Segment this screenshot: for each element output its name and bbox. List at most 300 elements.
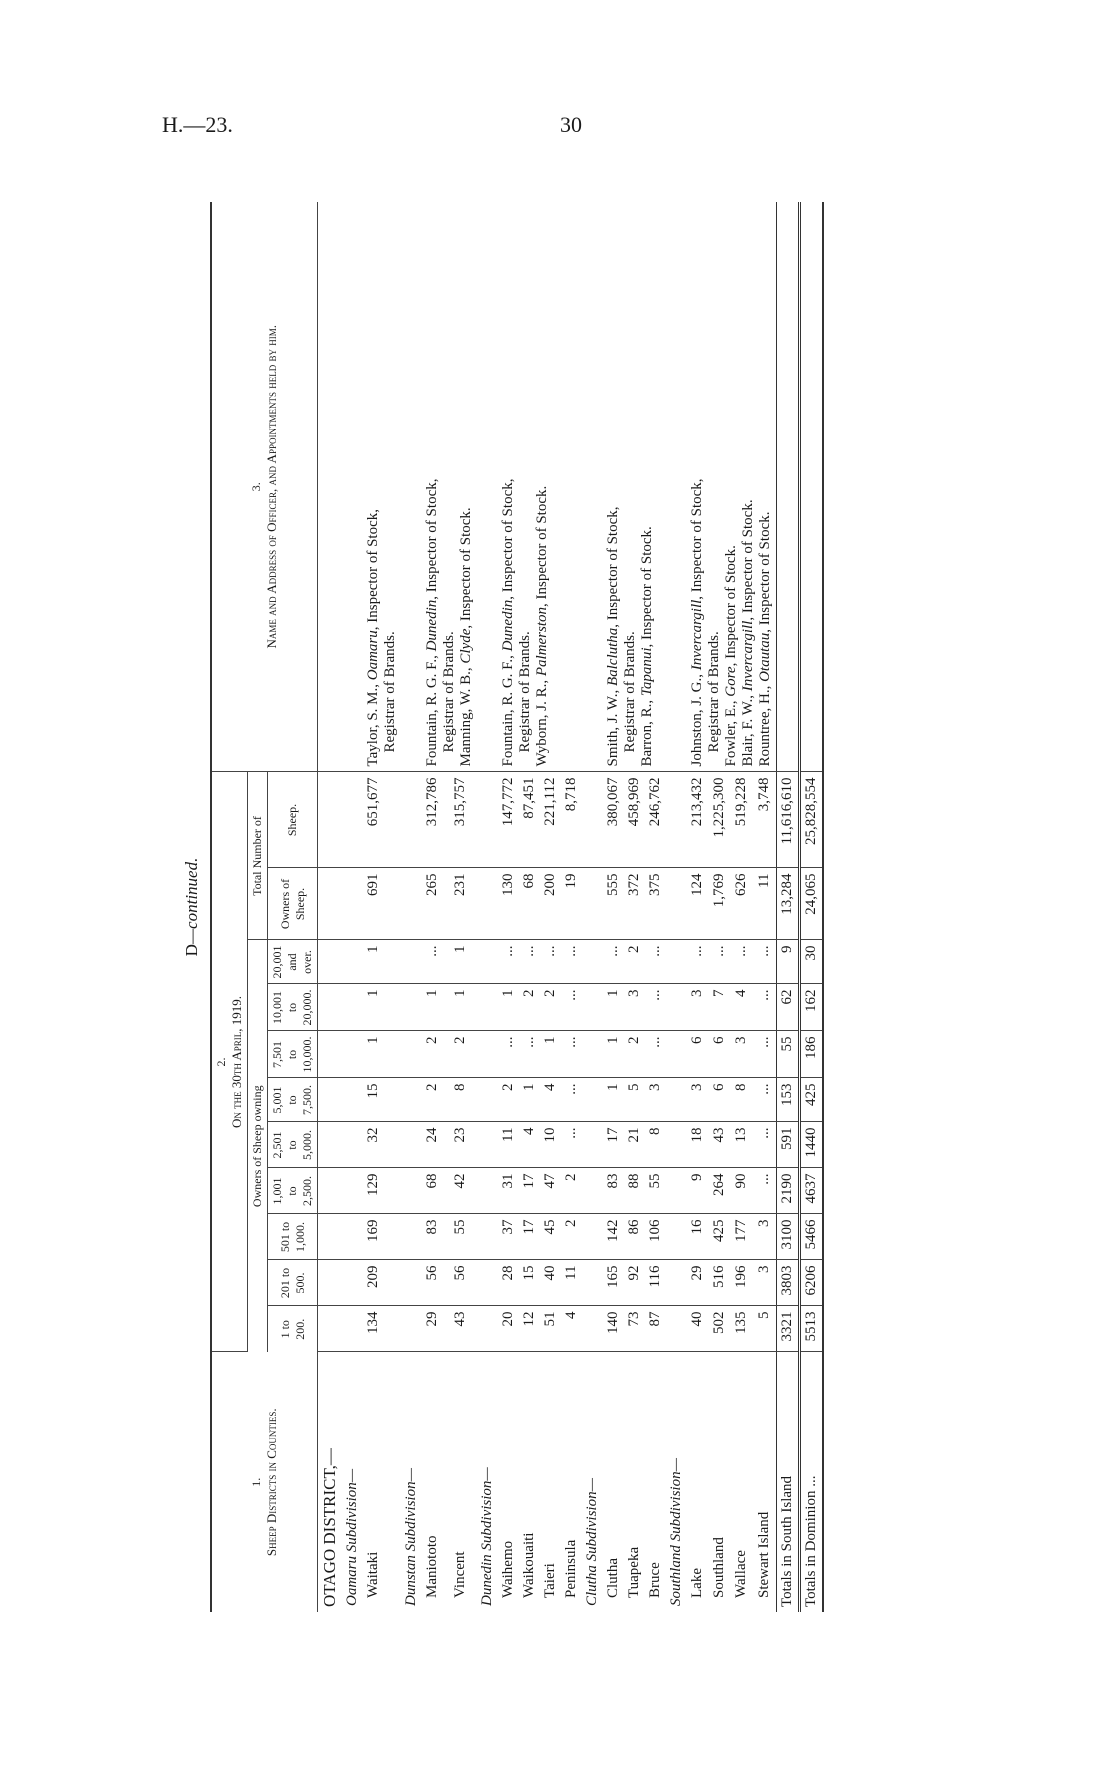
- totals-value: 62: [777, 984, 800, 1031]
- officer-role: Registrar of Brands.: [517, 631, 533, 753]
- owners-range-value: 1: [603, 1078, 624, 1122]
- county-name: Clutha: [605, 1558, 621, 1598]
- officer-role: , Inspector of Stock,: [500, 478, 516, 600]
- totals-sheep: 11,616,610: [777, 772, 800, 868]
- officer-line: [689, 207, 706, 767]
- owners-range-value: 8: [450, 1078, 478, 1122]
- owners-range-value: 20: [498, 1306, 519, 1352]
- empty-cell: [318, 1031, 343, 1078]
- empty-cell: [318, 1260, 343, 1306]
- owners-range-value: 142: [603, 1214, 624, 1260]
- rotated-table-block: [182, 202, 962, 1612]
- owners-range-value: 169: [363, 1214, 401, 1260]
- owners-range-value: 18: [687, 1122, 709, 1168]
- owners-range-value: 24: [422, 1122, 450, 1168]
- owners-range-value: 43: [450, 1306, 478, 1352]
- owners-range-value: ...: [709, 940, 731, 984]
- owners-range-value: 3: [754, 1214, 777, 1260]
- officer-line: [441, 207, 458, 767]
- total-sheep: 651,677: [363, 772, 401, 868]
- owners-range-value: 2: [498, 1078, 519, 1122]
- totals-value: 153: [777, 1078, 800, 1122]
- owners-range-value: 55: [645, 1168, 666, 1214]
- total-sheep: 213,432: [687, 772, 709, 868]
- county-name: Taieri: [542, 1563, 558, 1598]
- owners-range-value: 177: [731, 1214, 753, 1260]
- owners-range-value: ...: [519, 1031, 540, 1078]
- owners-range-value: 88: [624, 1168, 645, 1214]
- empty-cell: [582, 1122, 603, 1168]
- totals-label: Totals in Dominion ...: [800, 1352, 824, 1612]
- owners-range-value: 29: [687, 1260, 709, 1306]
- officer-role: Registrar of Brands.: [441, 631, 457, 753]
- owners-range-value: ...: [561, 940, 582, 984]
- officer-cell: [603, 202, 666, 772]
- empty-cell: [582, 772, 603, 868]
- owners-range-value: 16: [687, 1214, 709, 1260]
- range-header: 1 to 200.: [268, 1306, 318, 1352]
- owners-range-value: ...: [754, 1122, 777, 1168]
- county-cell: [645, 1352, 666, 1612]
- empty-cell: [318, 940, 343, 984]
- empty-cell: [342, 940, 363, 984]
- subdivision-name: Clutha Subdivision—: [584, 1478, 600, 1606]
- owners-range-value: 1: [603, 984, 624, 1031]
- total-owners: 200: [540, 868, 561, 940]
- owners-range-value: ...: [645, 1031, 666, 1078]
- officer-role: , Inspector of Stock,: [365, 508, 381, 631]
- county-name: Wallace: [733, 1550, 750, 1598]
- total-owners: 265: [422, 868, 450, 940]
- total-sheep: 312,786: [422, 772, 450, 868]
- empty-cell: [666, 1260, 687, 1306]
- empty-cell: [800, 202, 824, 772]
- owners-range-value: 196: [731, 1260, 753, 1306]
- owners-range-value: 10: [540, 1122, 561, 1168]
- officer-cell: [498, 202, 582, 772]
- owners-range-value: 17: [603, 1122, 624, 1168]
- empty-cell: [318, 1306, 343, 1352]
- officer-cell: [687, 202, 777, 772]
- totals-value: 162: [800, 984, 824, 1031]
- totals-label: Totals in South Island: [777, 1352, 800, 1612]
- owners-range-value: 4: [731, 984, 753, 1031]
- officer-place: Dunedin: [500, 599, 516, 652]
- owners-range-value: 4: [561, 1306, 582, 1352]
- officer-role: , Inspector of Stock.: [534, 485, 550, 607]
- empty-cell: [666, 1168, 687, 1214]
- totals-value: 4637: [800, 1168, 824, 1214]
- table-title: [182, 202, 202, 1612]
- total-owners: 375: [645, 868, 666, 940]
- county-name: Southland: [711, 1537, 728, 1598]
- empty-cell: [477, 868, 498, 940]
- empty-cell: [477, 1078, 498, 1122]
- owners-range-value: 1: [363, 984, 401, 1031]
- owners-range-value: ...: [561, 1031, 582, 1078]
- total-sheep: 8,718: [561, 772, 582, 868]
- owners-range-value: ...: [519, 940, 540, 984]
- owners-range-value: 28: [498, 1260, 519, 1306]
- owners-range-value: 209: [363, 1260, 401, 1306]
- table-row: [687, 202, 709, 1612]
- owners-range-value: 2: [422, 1031, 450, 1078]
- district-name: OTAGO DISTRICT,—: [320, 1448, 339, 1607]
- officer-cell: [422, 202, 477, 772]
- owners-range-value: 2: [540, 984, 561, 1031]
- owners-range-value: 15: [363, 1078, 401, 1122]
- owners-range-value: 1: [603, 1031, 624, 1078]
- range-header: 501 to 1,000.: [268, 1214, 318, 1260]
- empty-cell: [401, 1306, 422, 1352]
- officer-line: [382, 207, 399, 767]
- total-sheep: 315,757: [450, 772, 478, 868]
- officer-place: Invercargill: [689, 599, 705, 671]
- table-row: [363, 202, 401, 1612]
- totals-value: 2190: [777, 1168, 800, 1214]
- empty-cell: [582, 1078, 603, 1122]
- owners-range-value: 56: [422, 1260, 450, 1306]
- totals-value: 3321: [777, 1306, 800, 1352]
- total-owners: 231: [450, 868, 478, 940]
- empty-cell: [342, 772, 363, 868]
- officer-place: Oamaru: [365, 630, 381, 681]
- owners-range-value: 86: [624, 1214, 645, 1260]
- empty-cell: [401, 1214, 422, 1260]
- owners-range-value: 1: [519, 1078, 540, 1122]
- owners-range-value: 17: [519, 1168, 540, 1214]
- total-sheep: 87,451: [519, 772, 540, 868]
- owners-range-value: 13: [731, 1122, 753, 1168]
- total-owners: 11: [754, 868, 777, 940]
- total-sheep: 458,969: [624, 772, 645, 868]
- owners-range-value: ...: [731, 940, 753, 984]
- officer-role: , Inspector of Stock,: [689, 478, 705, 600]
- empty-cell: [318, 984, 343, 1031]
- owners-range-value: 47: [540, 1168, 561, 1214]
- officer-role: Registrar of Brands.: [622, 631, 638, 753]
- officer-place: Clyde: [458, 628, 474, 664]
- empty-cell: [777, 202, 800, 772]
- county-cell: [561, 1352, 582, 1612]
- owners-range-value: 37: [498, 1214, 519, 1260]
- owners-range-value: 42: [450, 1168, 478, 1214]
- empty-cell: [666, 1031, 687, 1078]
- county-name: Lake: [689, 1568, 705, 1598]
- owners-range-value: ...: [498, 1031, 519, 1078]
- table-row: [603, 202, 624, 1612]
- owners-range-value: 165: [603, 1260, 624, 1306]
- empty-cell: [401, 1260, 422, 1306]
- empty-cell: [666, 984, 687, 1031]
- officer-line: [740, 207, 757, 767]
- officer-name: Fountain, R. G. F.,: [500, 651, 516, 767]
- owners-range-value: ...: [561, 1122, 582, 1168]
- owners-range-value: ...: [498, 940, 519, 984]
- empty-cell: [582, 1168, 603, 1214]
- owners-range-value: 12: [519, 1306, 540, 1352]
- table-row: [318, 202, 343, 1612]
- total-sheep: 3,748: [754, 772, 777, 868]
- range-header: 2,501 to 5,000.: [268, 1122, 318, 1168]
- range-header: 201 to 500.: [268, 1260, 318, 1306]
- owners-range-value: ...: [754, 940, 777, 984]
- total-owners: 691: [363, 868, 401, 940]
- owners-range-value: 92: [624, 1260, 645, 1306]
- officer-line: [706, 207, 723, 767]
- empty-cell: [342, 984, 363, 1031]
- owners-range-value: 264: [709, 1168, 731, 1214]
- officer-line: [639, 207, 656, 767]
- owners-group-header: Owners of Sheep owning: [248, 940, 268, 1352]
- owners-range-value: 11: [561, 1260, 582, 1306]
- officer-name: Fountain, R. G. F.,: [424, 651, 440, 767]
- county-name: Maniototo: [424, 1535, 440, 1598]
- owners-range-value: 1: [450, 984, 478, 1031]
- county-cell: [754, 1352, 777, 1612]
- owners-range-value: ...: [754, 1031, 777, 1078]
- owners-range-value: 51: [540, 1306, 561, 1352]
- table-letter: D: [182, 944, 201, 957]
- owners-range-value: 55: [450, 1214, 478, 1260]
- total-owners: 1,769: [709, 868, 731, 940]
- total-group-header: Total Number of: [248, 772, 268, 940]
- empty-cell: [342, 1078, 363, 1122]
- officer-name: Wyborn, J. R.,: [534, 676, 550, 767]
- county-cell: [363, 1352, 401, 1612]
- officer-name: Manning, W. B.,: [458, 663, 474, 767]
- officer-line: [605, 207, 622, 767]
- table-row: [666, 202, 687, 1612]
- owners-range-value: 31: [498, 1168, 519, 1214]
- totals-value: 55: [777, 1031, 800, 1078]
- owners-range-value: 134: [363, 1306, 401, 1352]
- document-code: H.—23.: [162, 112, 233, 137]
- col1-title: Sheep Districts in Counties.: [264, 1408, 279, 1557]
- owners-range-value: 2: [624, 940, 645, 984]
- empty-cell: [401, 1078, 422, 1122]
- empty-cell: [342, 1214, 363, 1260]
- county-cell: [540, 1352, 561, 1612]
- empty-cell: [582, 940, 603, 984]
- officer-line: [424, 207, 441, 767]
- empty-cell: [477, 940, 498, 984]
- owners-range-value: 129: [363, 1168, 401, 1214]
- county-cell: [603, 1352, 624, 1612]
- empty-cell: [318, 1214, 343, 1260]
- owners-range-value: 21: [624, 1122, 645, 1168]
- owners-range-value: ...: [754, 1078, 777, 1122]
- empty-cell: [666, 772, 687, 868]
- empty-cell: [582, 202, 603, 772]
- empty-cell: [342, 1306, 363, 1352]
- owners-range-value: 3: [624, 984, 645, 1031]
- owners-range-value: 11: [498, 1122, 519, 1168]
- owners-range-value: 2: [624, 1031, 645, 1078]
- officer-line: [534, 207, 551, 767]
- owners-range-value: 83: [422, 1214, 450, 1260]
- officer-cell: [363, 202, 401, 772]
- county-name: Tuapeka: [626, 1546, 642, 1598]
- empty-cell: [318, 1168, 343, 1214]
- owners-range-value: 6: [709, 1031, 731, 1078]
- officer-role: , Inspector of Stock.: [458, 507, 474, 629]
- owners-range-value: 73: [624, 1306, 645, 1352]
- empty-cell: [582, 868, 603, 940]
- sheep-header: Sheep.: [268, 772, 318, 868]
- officer-name: Fowler, E.,: [723, 696, 739, 767]
- empty-cell: [582, 1214, 603, 1260]
- owners-range-value: ...: [561, 1078, 582, 1122]
- owners-range-value: ...: [540, 940, 561, 984]
- empty-cell: [401, 868, 422, 940]
- owners-range-value: 3: [687, 1078, 709, 1122]
- county-name: Bruce: [647, 1562, 663, 1598]
- owners-range-value: 106: [645, 1214, 666, 1260]
- totals-value: 6206: [800, 1260, 824, 1306]
- col3-header: [211, 202, 318, 772]
- county-cell: [498, 1352, 519, 1612]
- owners-range-value: 29: [422, 1306, 450, 1352]
- owners-range-value: ...: [603, 940, 624, 984]
- officer-name: Johnston, J. G.,: [689, 670, 705, 767]
- owners-range-value: 4: [519, 1122, 540, 1168]
- owners-range-value: 90: [731, 1168, 753, 1214]
- total-owners: 68: [519, 868, 540, 940]
- range-header: 10,001 to 20,000.: [268, 984, 318, 1031]
- empty-cell: [401, 1031, 422, 1078]
- officer-place: Otautau: [757, 632, 773, 682]
- table-row: [498, 202, 519, 1612]
- empty-cell: [342, 202, 363, 772]
- total-owners: 626: [731, 868, 753, 940]
- subdivision-name: Southland Subdivision—: [668, 1458, 684, 1606]
- totals-value: 9: [777, 940, 800, 984]
- empty-cell: [342, 1031, 363, 1078]
- empty-cell: [477, 202, 498, 772]
- owners-range-value: 40: [540, 1260, 561, 1306]
- totals-row: [777, 202, 800, 1612]
- county-cell: [422, 1352, 450, 1612]
- owners-range-value: 3: [754, 1260, 777, 1306]
- empty-cell: [477, 984, 498, 1031]
- owners-header: Owners of Sheep.: [268, 868, 318, 940]
- county-cell: [709, 1352, 731, 1612]
- officer-line: [757, 207, 774, 767]
- empty-cell: [477, 1168, 498, 1214]
- empty-cell: [666, 940, 687, 984]
- totals-value: 425: [800, 1078, 824, 1122]
- col3-number: 3.: [249, 482, 263, 492]
- totals-value: 5513: [800, 1306, 824, 1352]
- totals-row: [800, 202, 824, 1612]
- empty-cell: [666, 1078, 687, 1122]
- officer-role: , Inspector of Stock,: [605, 506, 621, 628]
- totals-value: 3803: [777, 1260, 800, 1306]
- owners-range-value: 7: [709, 984, 731, 1031]
- county-name: Waikouaiti: [521, 1532, 537, 1598]
- officer-line: [500, 207, 517, 767]
- empty-cell: [318, 1078, 343, 1122]
- officer-line: [458, 207, 475, 767]
- owners-range-value: ...: [645, 984, 666, 1031]
- empty-cell: [477, 1031, 498, 1078]
- total-owners: 130: [498, 868, 519, 940]
- owners-range-value: ...: [687, 940, 709, 984]
- empty-cell: [666, 1122, 687, 1168]
- empty-cell: [342, 1260, 363, 1306]
- officer-place: Invercargill: [740, 620, 756, 692]
- owners-range-value: 87: [645, 1306, 666, 1352]
- empty-cell: [401, 202, 422, 772]
- owners-range-value: 8: [645, 1122, 666, 1168]
- county-cell: [519, 1352, 540, 1612]
- officer-line: [723, 207, 740, 767]
- col2-number: 2.: [214, 1057, 228, 1067]
- owners-range-value: 4: [540, 1078, 561, 1122]
- officer-role: , Inspector of Stock,: [424, 478, 440, 600]
- owners-range-value: 116: [645, 1260, 666, 1306]
- empty-cell: [318, 1122, 343, 1168]
- table-row: [342, 202, 363, 1612]
- table-row: [582, 202, 603, 1612]
- owners-range-value: 83: [603, 1168, 624, 1214]
- county-cell: [450, 1352, 478, 1612]
- empty-cell: [666, 868, 687, 940]
- owners-range-value: 1: [422, 984, 450, 1031]
- empty-cell: [318, 868, 343, 940]
- owners-range-value: 2: [422, 1078, 450, 1122]
- page-number: 30: [560, 112, 582, 137]
- owners-range-value: 6: [709, 1078, 731, 1122]
- totals-value: 30: [800, 940, 824, 984]
- table-row: [422, 202, 450, 1612]
- empty-cell: [666, 1214, 687, 1260]
- owners-range-value: 9: [687, 1168, 709, 1214]
- owners-range-value: 3: [645, 1078, 666, 1122]
- county-cell: [731, 1352, 753, 1612]
- owners-range-value: ...: [645, 940, 666, 984]
- officer-name: Taylor, S. M.,: [365, 680, 381, 767]
- empty-cell: [401, 1122, 422, 1168]
- range-header: 5,001 to 7,500.: [268, 1078, 318, 1122]
- col1-number: 1.: [249, 1477, 263, 1487]
- county-name: Waihemo: [500, 1540, 516, 1598]
- col3-title: Name and Address of Officer, and Appointments held by him.: [264, 325, 279, 649]
- range-header: 7,501 to 10,000.: [268, 1031, 318, 1078]
- totals-value: 5466: [800, 1214, 824, 1260]
- total-sheep: 246,762: [645, 772, 666, 868]
- officer-place: Dunedin: [424, 599, 440, 652]
- officer-name: Barron, R.,: [639, 696, 655, 767]
- empty-cell: [477, 1214, 498, 1260]
- table-row: [477, 202, 498, 1612]
- owners-range-value: 1: [498, 984, 519, 1031]
- officer-line: [365, 207, 382, 767]
- owners-range-value: 2: [561, 1214, 582, 1260]
- county-cell: [687, 1352, 709, 1612]
- empty-cell: [342, 1122, 363, 1168]
- owners-range-value: 5: [624, 1078, 645, 1122]
- empty-cell: [401, 772, 422, 868]
- empty-cell: [477, 1306, 498, 1352]
- county-name: Peninsula: [563, 1539, 579, 1598]
- owners-range-value: 17: [519, 1214, 540, 1260]
- empty-cell: [666, 202, 687, 772]
- officer-role: , Inspector of Stock.: [723, 545, 739, 667]
- empty-cell: [582, 1306, 603, 1352]
- empty-cell: [477, 772, 498, 868]
